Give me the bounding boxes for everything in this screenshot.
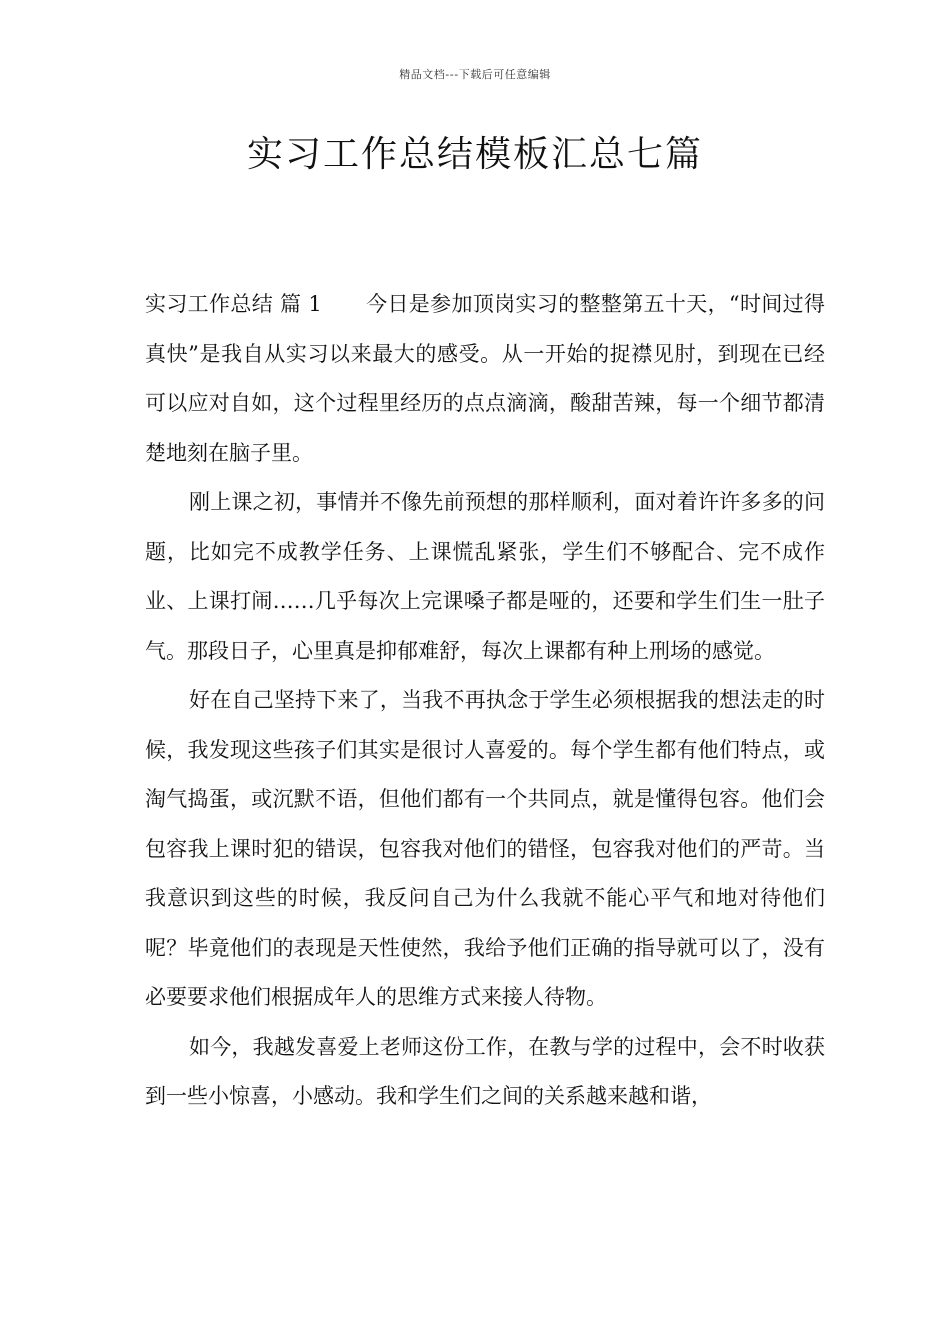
paragraph-2: 刚上课之初，事情并不像先前预想的那样顺利，面对着许许多多的问题，比如完不成教学任务、上课慌乱紧张，学生们不够配合、完不成作业、上课打闹……几乎每次上完课嗓子都是哑的，还要和学生们生一肚子气。那段日子，心里真是抑郁难舒，每次上课都有种上刑场的感觉。 [145, 490, 825, 663]
paragraph-3: 好在自己坚持下来了，当我不再执念于学生必须根据我的想法走的时候，我发现这些孩子们其实是很讨人喜爱的。每个学生都有他们特点，或淘气捣蛋，或沉默不语，但他们都有一个共同点，就是懂得包容。他们会包容我上课时犯的错误，包容我对他们的错怪，包容我对他们的严苛。当我意识到这些的时候，我反问自己为什么我就不能心平气和地对待他们呢？毕竟他们的表现是天性使然，我给予他们正确的指导就可以了，没有必要要求他们根据成年人的思维方式来接人待物。 [145, 688, 825, 1009]
paragraph-4: 如今，我越发喜爱上老师这份工作，在教与学的过程中，会不时收获到一些小惊喜，小感动。我和学生们之间的关系越来越和谐， [145, 1034, 825, 1108]
paragraph-1-text: 今日是参加顶岗实习的整整第五十天，“时间过得真快”是我自从实习以来最大的感受。从一开始的捉襟见肘，到现在已经可以应对自如，这个过程里经历的点点滴滴，酸甜苦辣，每一个细节都清楚地刻在脑子里。 [145, 292, 826, 465]
document-body [145, 280, 825, 1122]
header-note: 精品文档---下载后可任意编辑 [399, 68, 551, 81]
paragraph-1 [145, 280, 825, 478]
section-label: 实习工作总结 篇 1 [145, 292, 322, 316]
page-title: 实习工作总结模板汇总七篇 [246, 134, 703, 175]
